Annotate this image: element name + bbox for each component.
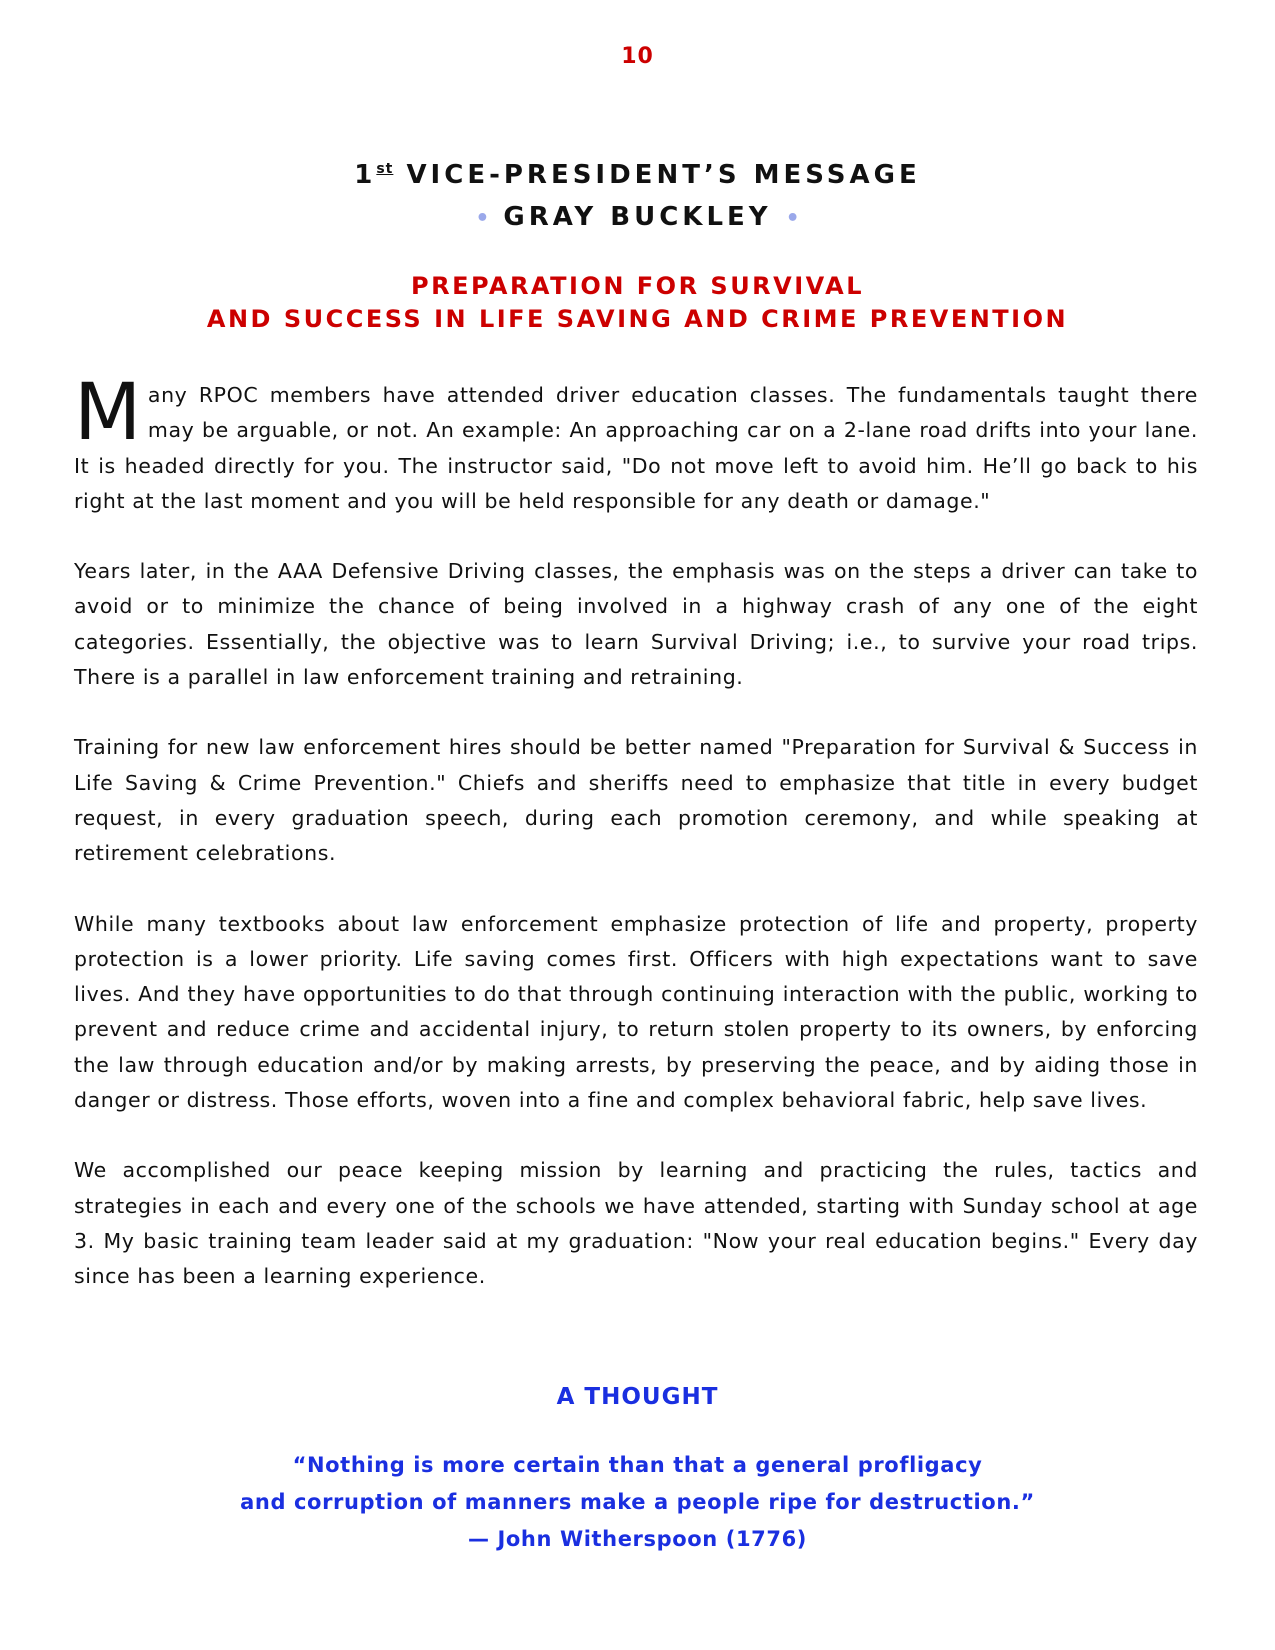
quote-attribution: — John Witherspoon (1776) [467,1527,807,1551]
page-title [0,148,1275,240]
thought-section [0,1384,1275,1558]
subheading-line-2: AND SUCCESS IN LIFE SAVING AND CRIME PREVENTION [206,305,1069,333]
article-subheading [0,270,1275,336]
title-line [0,148,1275,196]
paragraph: Training for new law enforcement hires should be better named "Preparation for Survival & Success in Life Saving & Crime Prevention." Chiefs and sheriffs need to emphasize that title in every budget request, in every graduation speech, during each promotion ceremony, and while speaking at retirement celebrations. [74,735,1198,866]
subheading-line-1: PREPARATION FOR SURVIVAL [411,272,864,300]
paragraph: While many textbooks about law enforcement emphasize protection of life and property, property protection is a lower priority. Life saving comes first. Officers with high expectations want to save lives. And they have opportunities to do that through continuing interaction with the public, working to prevent and reduce crime and accidental injury, to return stolen property to its owners, by enforcing the law through education and/or by making arrests, by preserving the peace, and by aiding those in danger or distress. Those efforts, woven into a fine and complex behavioral fabric, help save lives. [74,911,1198,1113]
page-number: 10 [621,44,654,69]
bullet-icon: • [785,206,800,231]
paragraph [74,368,1198,519]
author-line [0,196,1275,240]
paragraph-text: any RPOC members have attended driver education classes. The fundamentals taught there may be arguable, or not. An example: An approaching car on a 2-lane road drifts into your lane. It is headed directly for you. The instructor said, "Do not move left to avoid him. He’ll go back to his right at the last moment and you will be held responsible for any death or damage." [74,383,1198,513]
article-body [74,368,1198,1330]
drop-cap: M [74,368,142,458]
title-text: VICE-PRESIDENT’S MESSAGE [406,160,921,190]
title-ordinal: 1 [354,160,377,190]
bullet-icon: • [475,206,490,231]
paragraph: Years later, in the AAA Defensive Driving classes, the emphasis was on the steps a driver can take to avoid or to minimize the chance of being involved in a highway crash of any one of the eight categories. Essentially, the objective was to learn Survival Driving; i.e., to survive your road trips. There is a parallel in law enforcement training and retraining. [74,559,1198,690]
quote-line-1: “Nothing is more certain than that a general profligacy [292,1453,983,1477]
title-ordinal-suffix: st [376,161,394,177]
author-name: GRAY BUCKLEY [503,202,772,232]
paragraph: We accomplished our peace keeping mission by learning and practicing the rules, tactics and strategies in each and every one of the schools we have attended, starting with Sunday school at age 3. My basic training team leader said at my graduation: "Now your real education begins." Every day since has been a learning experience. [74,1158,1198,1289]
quote-line-2: and corruption of manners make a people ripe for destruction.” [240,1490,1035,1514]
thought-title: A THOUGHT [556,1384,719,1410]
